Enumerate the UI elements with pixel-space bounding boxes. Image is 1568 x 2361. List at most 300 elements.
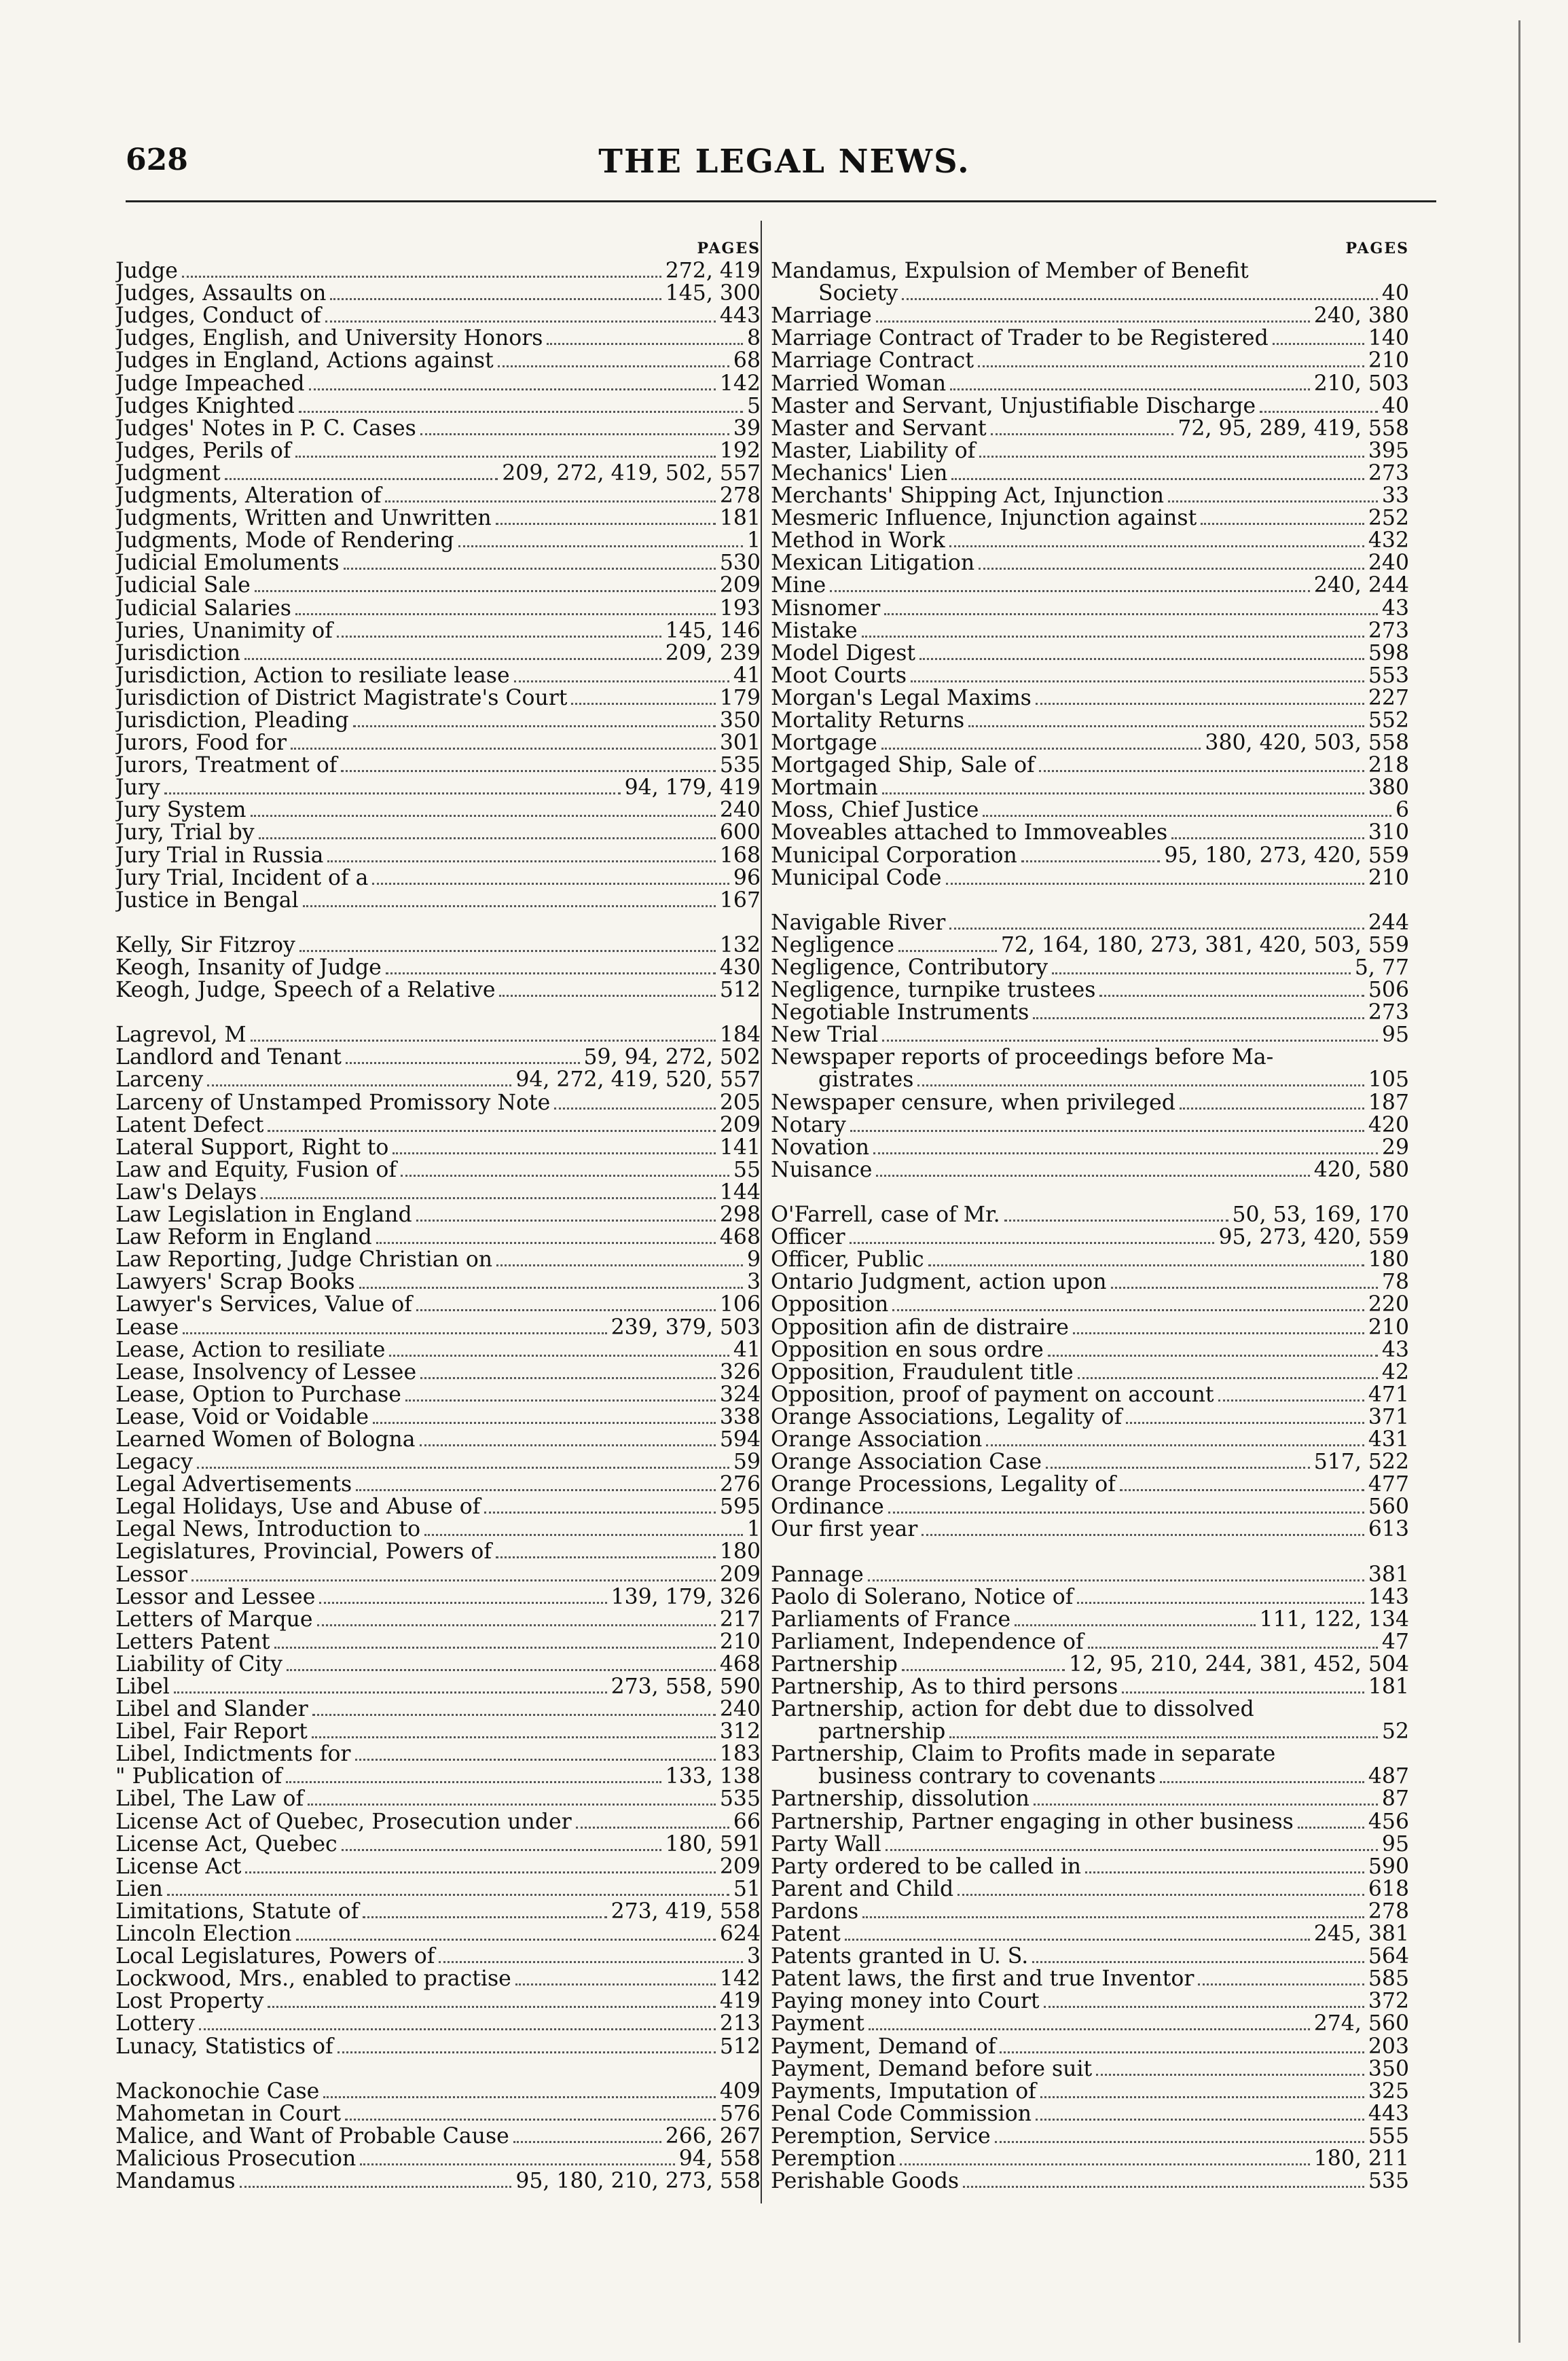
entry-term: Justice in Bengal — [115, 889, 299, 912]
dot-leader — [373, 1407, 716, 1424]
entry-pages: 209 — [719, 1563, 761, 1586]
index-entry — [115, 507, 761, 530]
index-entry — [771, 1788, 1409, 1810]
index-entry — [115, 598, 761, 620]
entry-pages: 12, 95, 210, 244, 381, 452, 504 — [1069, 1653, 1409, 1676]
entry-term: Law and Equity, Fusion of — [115, 1158, 397, 1182]
entry-term: Ontario Judgment, action upon — [771, 1271, 1107, 1294]
entry-pages: 3 — [746, 1271, 761, 1294]
index-entry — [771, 1226, 1409, 1249]
dot-leader — [182, 261, 661, 278]
entry-pages: 432 — [1368, 530, 1409, 553]
entry-term: Officer — [771, 1226, 845, 1249]
index-entry — [771, 867, 1409, 890]
index-entry-continuation — [771, 1069, 1409, 1091]
index-entry — [771, 1923, 1409, 1945]
dot-leader — [928, 1249, 1364, 1266]
entry-term: Peremption, Service — [771, 2125, 991, 2148]
dot-leader — [337, 621, 661, 638]
dot-leader — [295, 598, 716, 615]
entry-term: Negligence, Contributory — [771, 957, 1048, 980]
entry-pages: 94, 179, 419 — [624, 777, 761, 800]
entry-term: Municipal Code — [771, 866, 942, 890]
dot-leader — [1032, 1946, 1364, 1963]
dot-leader — [484, 1497, 716, 1514]
index-entry — [771, 1024, 1409, 1046]
entry-term: Latent Defect — [115, 1114, 264, 1137]
entry-term: " Publication of — [115, 1765, 282, 1789]
entry-term: Lawyers' Scrap Books — [115, 1271, 355, 1294]
entry-pages: 1 — [746, 1518, 761, 1541]
index-entry — [115, 979, 761, 1002]
index-entry — [771, 2103, 1409, 2125]
dot-leader — [346, 1047, 580, 1064]
index-entry — [115, 282, 761, 305]
index-entry — [115, 799, 761, 822]
dot-leader — [344, 553, 716, 570]
entry-pages: 47 — [1381, 1630, 1409, 1653]
dot-leader — [1073, 1317, 1364, 1334]
entry-term: Negligence, turnpike trustees — [771, 979, 1096, 1002]
section-gap — [115, 2058, 761, 2081]
index-entry — [771, 2148, 1409, 2170]
entry-term: Letters Patent — [115, 1630, 270, 1653]
index-entry — [771, 732, 1409, 754]
entry-pages: 576 — [719, 2102, 761, 2125]
entry-pages: 105 — [1368, 1069, 1409, 1092]
entry-term: New Trial — [771, 1024, 879, 1047]
entry-term: Lessor and Lessee — [115, 1586, 316, 1609]
entry-pages: 5, 77 — [1354, 957, 1409, 980]
entry-pages: 530 — [719, 552, 761, 575]
entry-term: Malice, and Want of Probable Cause — [115, 2125, 509, 2148]
dot-leader — [420, 1362, 716, 1379]
entry-pages: 142 — [719, 1968, 761, 1991]
dot-leader — [1015, 1609, 1255, 1626]
index-entry — [115, 260, 761, 282]
entry-pages: 180 — [1368, 1249, 1409, 1272]
index-entry — [115, 732, 761, 754]
dot-leader — [405, 1385, 716, 1402]
entry-pages: 298 — [719, 1204, 761, 1227]
index-entry — [771, 710, 1409, 732]
entry-pages: 51 — [733, 1878, 761, 1901]
dot-leader — [869, 2013, 1310, 2030]
entry-term: Opposition en sous ordre — [771, 1338, 1044, 1361]
dot-leader — [862, 1901, 1364, 1918]
entry-pages: 278 — [719, 485, 761, 508]
index-entry — [115, 620, 761, 642]
dot-leader — [983, 800, 1391, 817]
entry-pages: 210, 503 — [1313, 372, 1409, 395]
section-gap — [771, 890, 1409, 912]
dot-leader — [286, 1766, 661, 1783]
entry-pages: 456 — [1368, 1810, 1409, 1833]
entry-term-continuation: gistrates — [818, 1069, 914, 1092]
entry-term: Jury Trial, Incident of a — [115, 866, 369, 890]
dot-leader — [1260, 396, 1378, 413]
index-entry — [771, 1901, 1409, 1923]
entry-term: Legislatures, Provincial, Powers of — [115, 1541, 492, 1564]
index-entry — [115, 418, 761, 440]
dot-leader — [888, 1497, 1364, 1514]
entry-term: Moot Courts — [771, 664, 907, 687]
dot-leader — [496, 1249, 743, 1266]
entry-term: Mortgage — [771, 732, 877, 755]
index-entry — [771, 2125, 1409, 2148]
dot-leader — [1034, 1789, 1378, 1806]
entry-term: Opposition, Fraudulent title — [771, 1361, 1074, 1384]
dot-leader — [330, 283, 661, 300]
entry-term: Mandamus, Expulsion of Member of Benefit — [771, 260, 1249, 283]
entry-pages: 338 — [719, 1406, 761, 1429]
index-entry — [115, 552, 761, 574]
entry-pages: 179 — [719, 687, 761, 710]
entry-pages: 560 — [1368, 1496, 1409, 1519]
entry-term: Mackonochie Case — [115, 2080, 320, 2103]
index-column-right — [771, 238, 1409, 2193]
entry-pages: 72, 95, 289, 419, 558 — [1178, 417, 1409, 440]
entry-pages: 430 — [719, 957, 761, 980]
dot-leader — [192, 1564, 716, 1581]
entry-term: Opposition — [771, 1294, 889, 1317]
entry-term: Mortgaged Ship, Sale of — [771, 754, 1035, 777]
column-divider — [761, 221, 762, 2203]
entry-term: License Act — [115, 1855, 242, 1878]
index-entry — [771, 1429, 1409, 1451]
index-entry — [115, 1137, 761, 1159]
dot-leader — [268, 1991, 716, 2008]
dot-leader — [950, 373, 1310, 390]
dot-leader — [1160, 1766, 1364, 1783]
entry-term: Jury Trial in Russia — [115, 844, 324, 867]
entry-pages: 132 — [719, 934, 761, 957]
entry-pages: 181 — [719, 507, 761, 530]
index-entry — [771, 642, 1409, 665]
index-entry — [771, 822, 1409, 844]
dot-leader — [876, 1160, 1309, 1177]
entry-pages: 95, 273, 420, 559 — [1218, 1226, 1409, 1249]
index-entry — [771, 1204, 1409, 1226]
index-entry — [771, 1249, 1409, 1271]
index-entry — [115, 1586, 761, 1609]
entry-term: Lunacy, Statistics of — [115, 2035, 333, 2058]
entry-term: Partnership, As to third persons — [771, 1676, 1118, 1699]
entry-pages: 595 — [719, 1496, 761, 1519]
entry-pages: 96 — [733, 866, 761, 890]
dot-leader — [359, 1272, 743, 1289]
index-entry — [115, 1923, 761, 1945]
index-entry — [771, 1317, 1409, 1339]
entry-term: Law's Delays — [115, 1181, 257, 1205]
dot-leader — [251, 800, 716, 817]
entry-pages: 139, 179, 326 — [610, 1586, 761, 1609]
dot-leader — [259, 822, 716, 839]
entry-term: Malicious Prosecution — [115, 2147, 357, 2171]
index-entry — [771, 934, 1409, 957]
dot-leader — [299, 935, 716, 952]
entry-term: O'Farrell, case of Mr. — [771, 1204, 1000, 1227]
entry-pages: 209 — [719, 574, 761, 598]
entry-term: Libel, Indictments for — [115, 1743, 351, 1766]
entry-pages: 585 — [1368, 1968, 1409, 1991]
index-entry — [771, 350, 1409, 372]
entry-term: Peremption — [771, 2147, 896, 2171]
dot-leader — [1298, 1812, 1364, 1829]
entry-pages: 512 — [719, 2035, 761, 2058]
index-entry-continuation — [771, 1765, 1409, 1788]
entry-term: Patent laws, the first and true Inventor — [771, 1968, 1195, 1991]
dot-leader — [830, 575, 1309, 592]
index-entry — [115, 1474, 761, 1496]
dot-leader — [1078, 1362, 1378, 1379]
dot-leader — [979, 553, 1364, 570]
entry-pages: 276 — [719, 1474, 761, 1497]
index-entry — [771, 2170, 1409, 2193]
entry-term: Lost Property — [115, 1990, 264, 2013]
entry-term: License Act, Quebec — [115, 1833, 338, 1856]
dot-leader — [385, 486, 715, 502]
dot-leader — [225, 463, 498, 480]
dot-leader — [1273, 328, 1364, 345]
dot-leader — [1099, 980, 1364, 997]
dot-leader — [308, 1789, 716, 1806]
dot-leader — [274, 1632, 716, 1649]
index-entry — [115, 1384, 761, 1406]
dot-leader — [949, 530, 1364, 547]
entry-pages: 33 — [1381, 485, 1409, 508]
index-entry — [115, 1361, 761, 1384]
entry-term: Judges, Assaults on — [115, 282, 327, 306]
entry-pages: 94, 558 — [678, 2147, 761, 2171]
pages-label: PAGES — [1345, 240, 1409, 257]
index-entry — [115, 934, 761, 957]
index-entry — [115, 957, 761, 979]
index-entry — [115, 777, 761, 799]
entry-pages: 3 — [746, 1945, 761, 1969]
index-entry — [115, 395, 761, 418]
dot-leader — [342, 1834, 661, 1851]
dot-leader — [963, 2171, 1364, 2188]
entry-pages: 210 — [719, 1630, 761, 1653]
entry-pages: 55 — [733, 1158, 761, 1182]
section-gap — [771, 1541, 1409, 1563]
index-entry — [771, 2081, 1409, 2103]
index-entry — [115, 1968, 761, 1990]
index-entry — [771, 373, 1409, 395]
index-entry — [771, 574, 1409, 597]
index-entry — [115, 1496, 761, 1518]
entry-term: Merchants' Shipping Act, Injunction — [771, 485, 1165, 508]
entry-pages: 324 — [719, 1383, 761, 1406]
entry-term: Patent — [771, 1923, 841, 1946]
index-entry — [115, 1317, 761, 1339]
entry-term: Partnership, Claim to Profits made in separate — [771, 1743, 1276, 1766]
entry-pages: 239, 379, 503 — [610, 1316, 761, 1339]
entry-pages: 443 — [719, 305, 761, 328]
entry-term: Municipal Corporation — [771, 844, 1017, 867]
entry-term: Marriage Contract — [771, 350, 974, 373]
entry-pages: 301 — [719, 732, 761, 755]
dot-leader — [949, 913, 1364, 930]
entry-pages: 471 — [1368, 1383, 1409, 1406]
entry-pages: 167 — [719, 889, 761, 912]
index-entry — [771, 1676, 1409, 1698]
entry-term: Navigable River — [771, 911, 946, 934]
entry-pages: 59 — [733, 1451, 761, 1474]
entry-term: Newspaper censure, when privileged — [771, 1091, 1175, 1114]
index-entry — [115, 1811, 761, 1833]
dot-leader — [420, 418, 729, 435]
entry-term: Pannage — [771, 1563, 864, 1586]
entry-term: Party ordered to be called in — [771, 1855, 1081, 1878]
index-entry — [771, 1653, 1409, 1676]
dot-leader — [420, 1429, 716, 1446]
section-gap — [115, 1002, 761, 1024]
index-entry — [115, 1833, 761, 1856]
dot-leader — [946, 868, 1364, 885]
entry-term: Mechanics' Lien — [771, 462, 948, 486]
dot-leader — [327, 845, 716, 862]
dot-leader — [356, 1474, 716, 1491]
index-entry — [115, 1901, 761, 1923]
index-entry — [771, 418, 1409, 440]
entry-pages: 273 — [1368, 462, 1409, 486]
entry-term: Master and Servant — [771, 417, 987, 440]
index-entry — [771, 507, 1409, 530]
dot-leader — [303, 890, 716, 907]
dot-leader — [513, 2126, 661, 2143]
index-entry — [115, 2125, 761, 2148]
dot-leader — [296, 1924, 716, 1941]
entry-term: Mortmain — [771, 777, 878, 800]
entry-pages: 506 — [1368, 979, 1409, 1002]
dot-leader — [547, 328, 743, 345]
index-entry — [771, 1092, 1409, 1114]
entry-pages: 240 — [719, 799, 761, 822]
entry-term: Jury System — [115, 799, 247, 822]
entry-term: Jurisdiction of District Magistrate's Court — [115, 687, 568, 710]
index-entry — [115, 305, 761, 327]
index-entry — [771, 687, 1409, 710]
entry-term: Local Legislatures, Powers of — [115, 1945, 435, 1969]
index-entry — [115, 1092, 761, 1114]
entry-pages: 183 — [719, 1743, 761, 1766]
dot-leader — [1046, 1452, 1310, 1469]
entry-pages: 535 — [1368, 2170, 1409, 2193]
entry-pages: 252 — [1368, 507, 1409, 530]
page-header — [109, 136, 1460, 197]
entry-pages: 564 — [1368, 1945, 1409, 1969]
entry-term: Moveables attached to Immoveables — [771, 822, 1168, 845]
dot-leader — [986, 1429, 1364, 1446]
dot-leader — [881, 733, 1201, 750]
entry-pages: 180 — [719, 1541, 761, 1564]
entry-pages: 95, 180, 273, 420, 559 — [1164, 844, 1409, 867]
entry-term: Law Reporting, Judge Christian on — [115, 1249, 493, 1272]
index-entry — [771, 1990, 1409, 2013]
index-entry — [115, 1429, 761, 1451]
entry-term: Judicial Sale — [115, 574, 251, 598]
entry-pages: 59, 94, 272, 502 — [583, 1046, 761, 1069]
entry-pages: 68 — [733, 350, 761, 373]
entry-term: Larceny of Unstamped Promissory Note — [115, 1091, 551, 1114]
dot-leader — [978, 350, 1364, 367]
entry-term: Marriage — [771, 305, 872, 328]
dot-leader — [496, 1541, 716, 1558]
dot-leader — [873, 1137, 1378, 1154]
index-entry — [115, 1518, 761, 1541]
entry-term: Mahometan in Court — [115, 2102, 341, 2125]
dot-leader — [167, 1879, 729, 1896]
index-entry — [771, 1496, 1409, 1518]
dot-leader — [312, 1721, 716, 1738]
entry-pages: 209, 239 — [665, 642, 761, 665]
entry-pages: 39 — [733, 417, 761, 440]
index-entry — [771, 485, 1409, 507]
entry-pages: 273, 419, 558 — [610, 1900, 761, 1924]
dot-leader — [389, 1340, 729, 1357]
entry-pages: 141 — [719, 1136, 761, 1159]
dot-leader — [251, 1025, 716, 1042]
entry-term: Morgan's Legal Maxims — [771, 687, 1032, 710]
index-entry — [771, 1384, 1409, 1406]
dot-leader — [1039, 755, 1364, 772]
index-entry — [771, 620, 1409, 642]
entry-pages: 180, 211 — [1313, 2147, 1409, 2171]
entry-pages: 420 — [1368, 1114, 1409, 1137]
index-entry — [771, 1046, 1409, 1069]
entry-pages: 40 — [1381, 395, 1409, 418]
index-entry — [771, 1114, 1409, 1137]
dot-leader — [898, 935, 997, 952]
dot-leader — [355, 1744, 716, 1761]
entry-pages: 372 — [1368, 1990, 1409, 2013]
entry-pages: 477 — [1368, 1474, 1409, 1497]
entry-term-continuation: business contrary to covenants — [818, 1765, 1156, 1789]
dot-leader — [911, 665, 1364, 682]
index-entry — [771, 1339, 1409, 1361]
entry-pages: 273 — [1368, 619, 1409, 642]
entry-pages: 240 — [1368, 552, 1409, 575]
entry-pages: 143 — [1368, 1586, 1409, 1609]
index-entry — [771, 1406, 1409, 1429]
dot-leader — [995, 2126, 1364, 2143]
dot-leader — [240, 2171, 512, 2188]
dot-leader — [554, 1093, 716, 1110]
index-entry — [115, 754, 761, 777]
index-entry — [115, 2013, 761, 2035]
dot-leader — [299, 396, 743, 413]
dot-leader — [1088, 1632, 1378, 1649]
entry-pages: 380 — [1368, 777, 1409, 800]
index-entry — [115, 1631, 761, 1653]
entry-term: Mine — [771, 574, 826, 598]
entry-term: Payment, Demand of — [771, 2035, 996, 2058]
index-entry — [115, 2148, 761, 2170]
entry-term: Party Wall — [771, 1833, 881, 1856]
entry-term: Jurors, Treatment of — [115, 754, 338, 777]
entry-term: Juries, Unanimity of — [115, 619, 333, 642]
entry-term: Novation — [771, 1136, 870, 1159]
entry-term: Master, Liability of — [771, 439, 976, 462]
dot-leader — [1040, 2081, 1364, 2098]
dot-leader — [317, 1609, 716, 1626]
entry-term-continuation: partnership — [818, 1721, 946, 1744]
dot-leader — [499, 980, 715, 997]
entry-pages: 41 — [733, 1338, 761, 1361]
entry-pages: 40 — [1381, 282, 1409, 306]
